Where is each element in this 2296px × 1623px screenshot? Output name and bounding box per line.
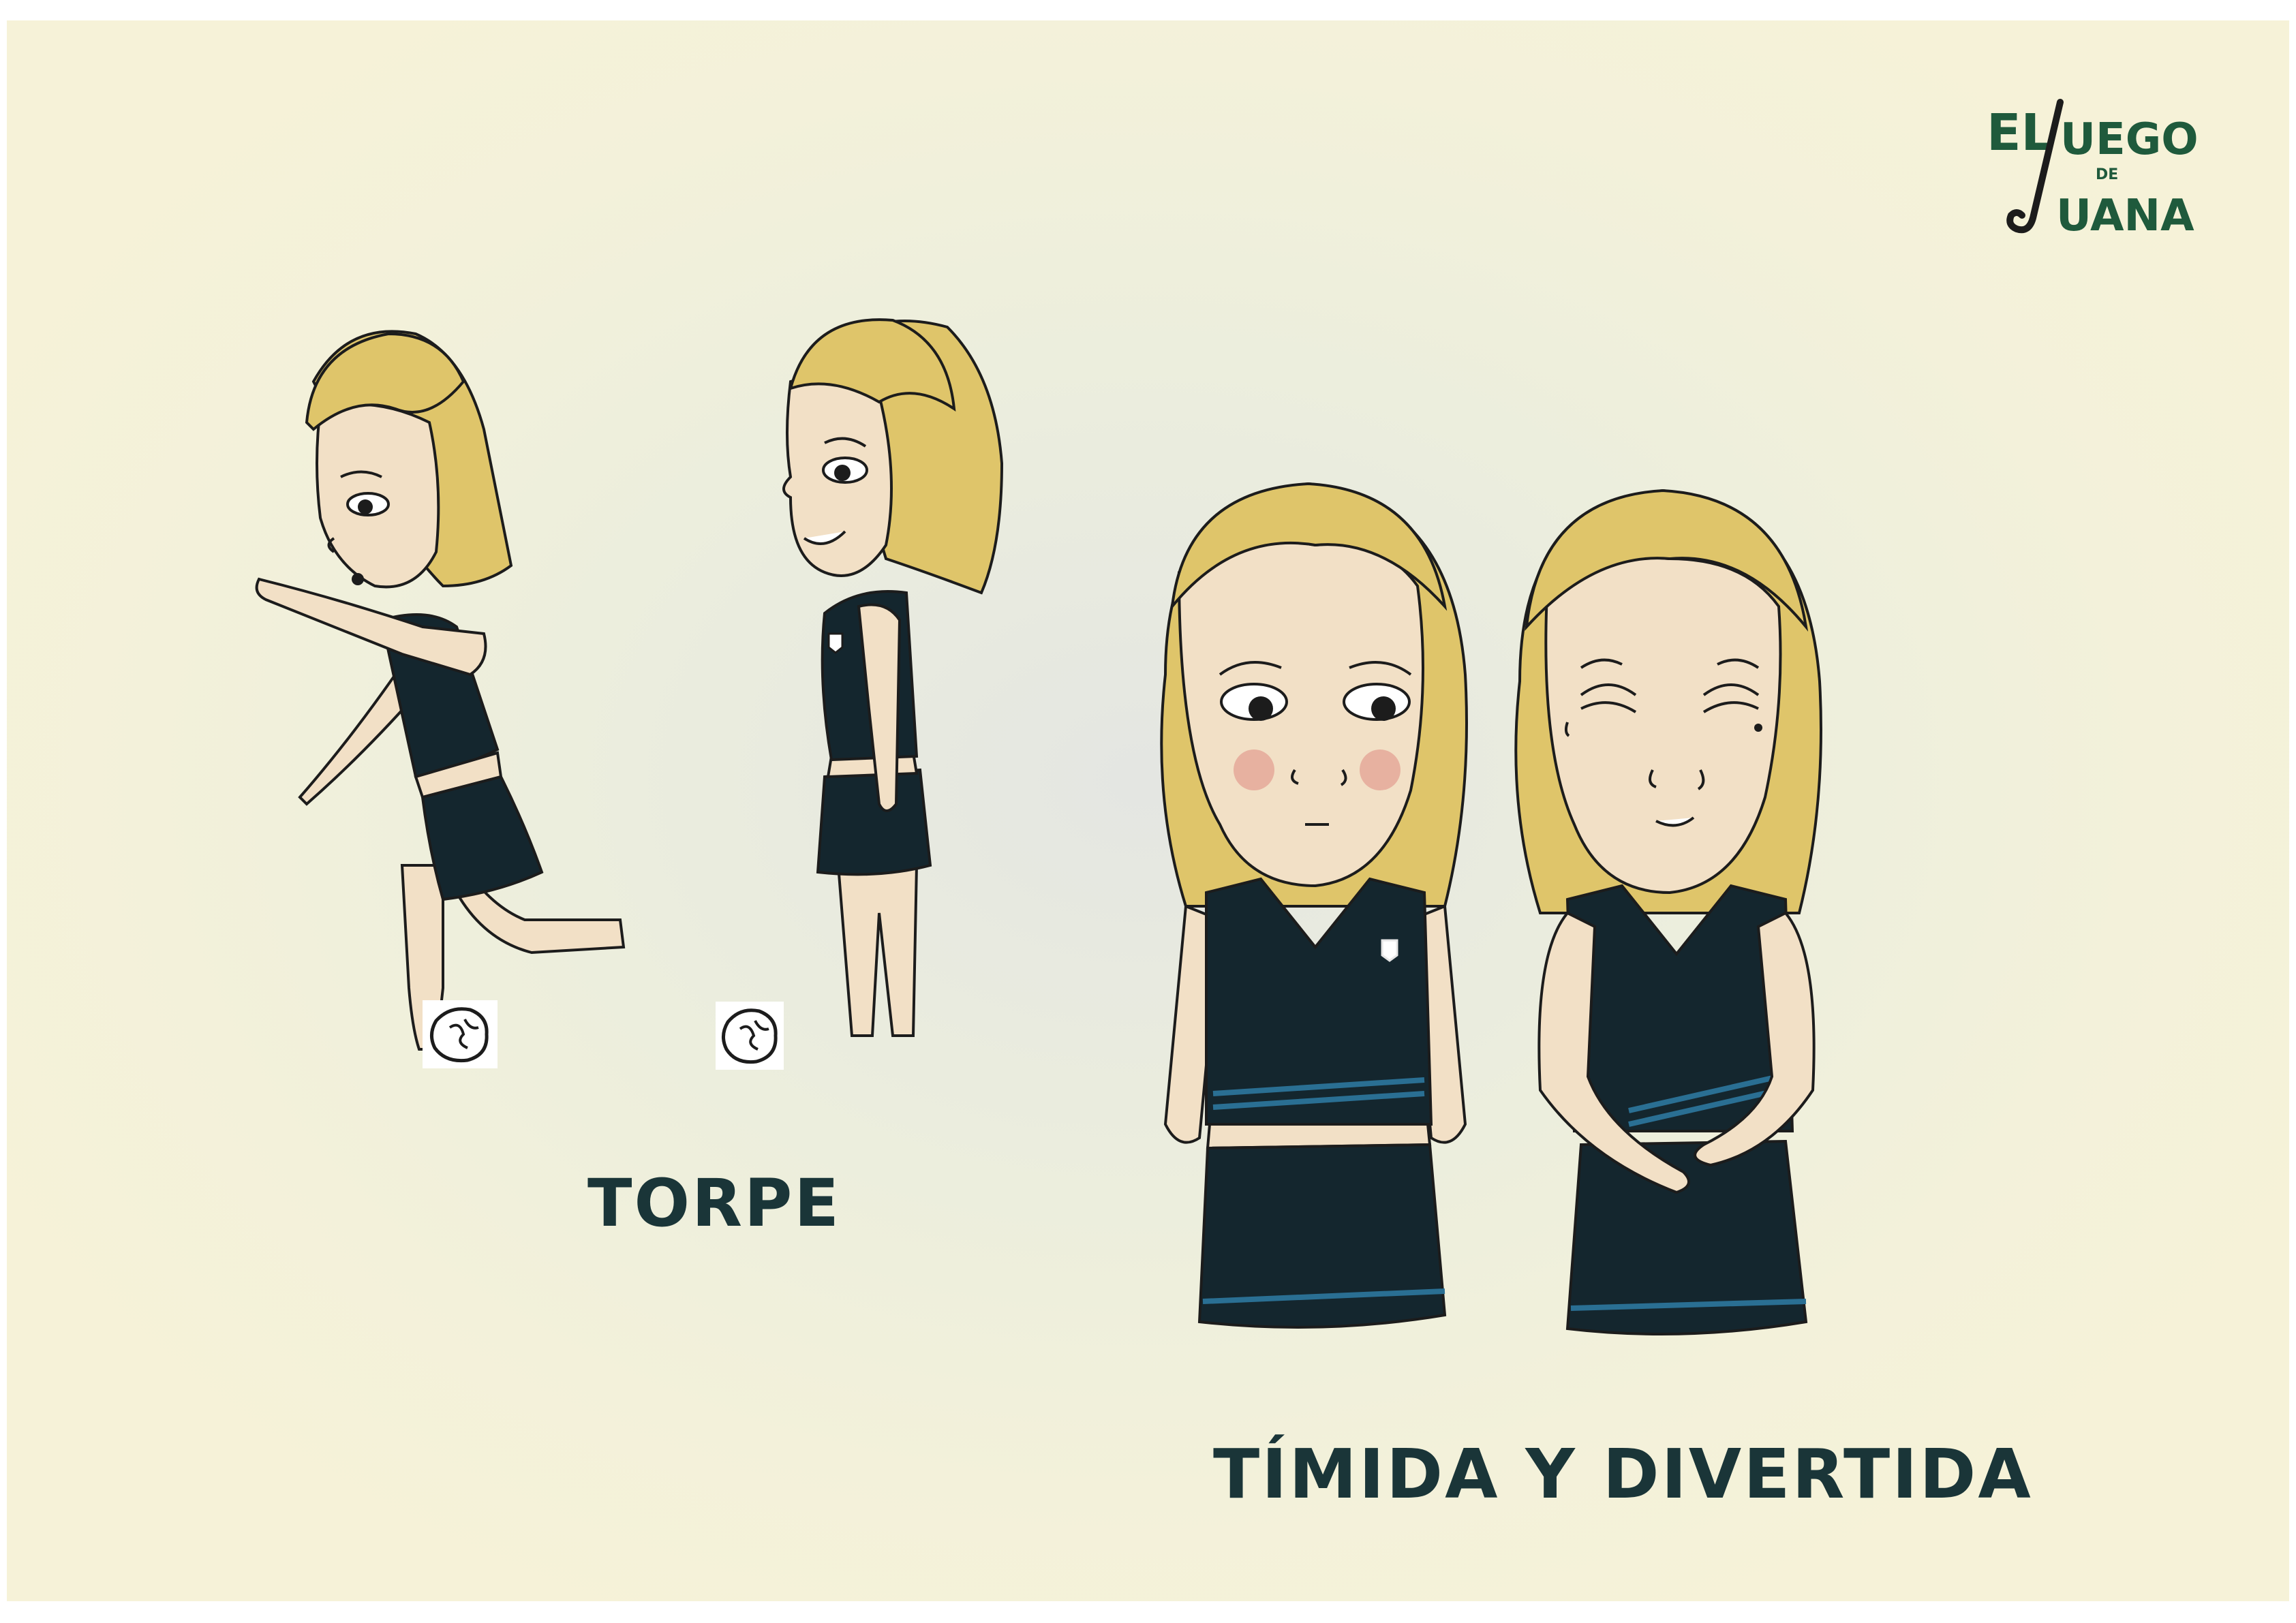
caption-timida-y-divertida: TÍMIDA Y DIVERTIDA [1213, 1434, 2033, 1514]
logo-text-uana: UANA [2056, 191, 2194, 241]
caption-torpe: TORPE [587, 1165, 841, 1241]
character-shy [1124, 470, 1506, 1349]
logo-text-uego: UEGO [2060, 114, 2199, 165]
logo-text-de: DE [2096, 166, 2119, 183]
character-laughing [1486, 477, 1867, 1356]
illustration-canvas [7, 20, 2289, 1601]
hockey-stick-icon [1987, 95, 2218, 245]
character-falling [239, 307, 716, 1090]
logo [1987, 95, 2218, 245]
character-standing-side [777, 300, 1036, 1063]
paper-ball-icon [716, 1002, 784, 1070]
logo-text-el: EL [1987, 104, 2053, 162]
paper-ball-icon [423, 1000, 498, 1068]
